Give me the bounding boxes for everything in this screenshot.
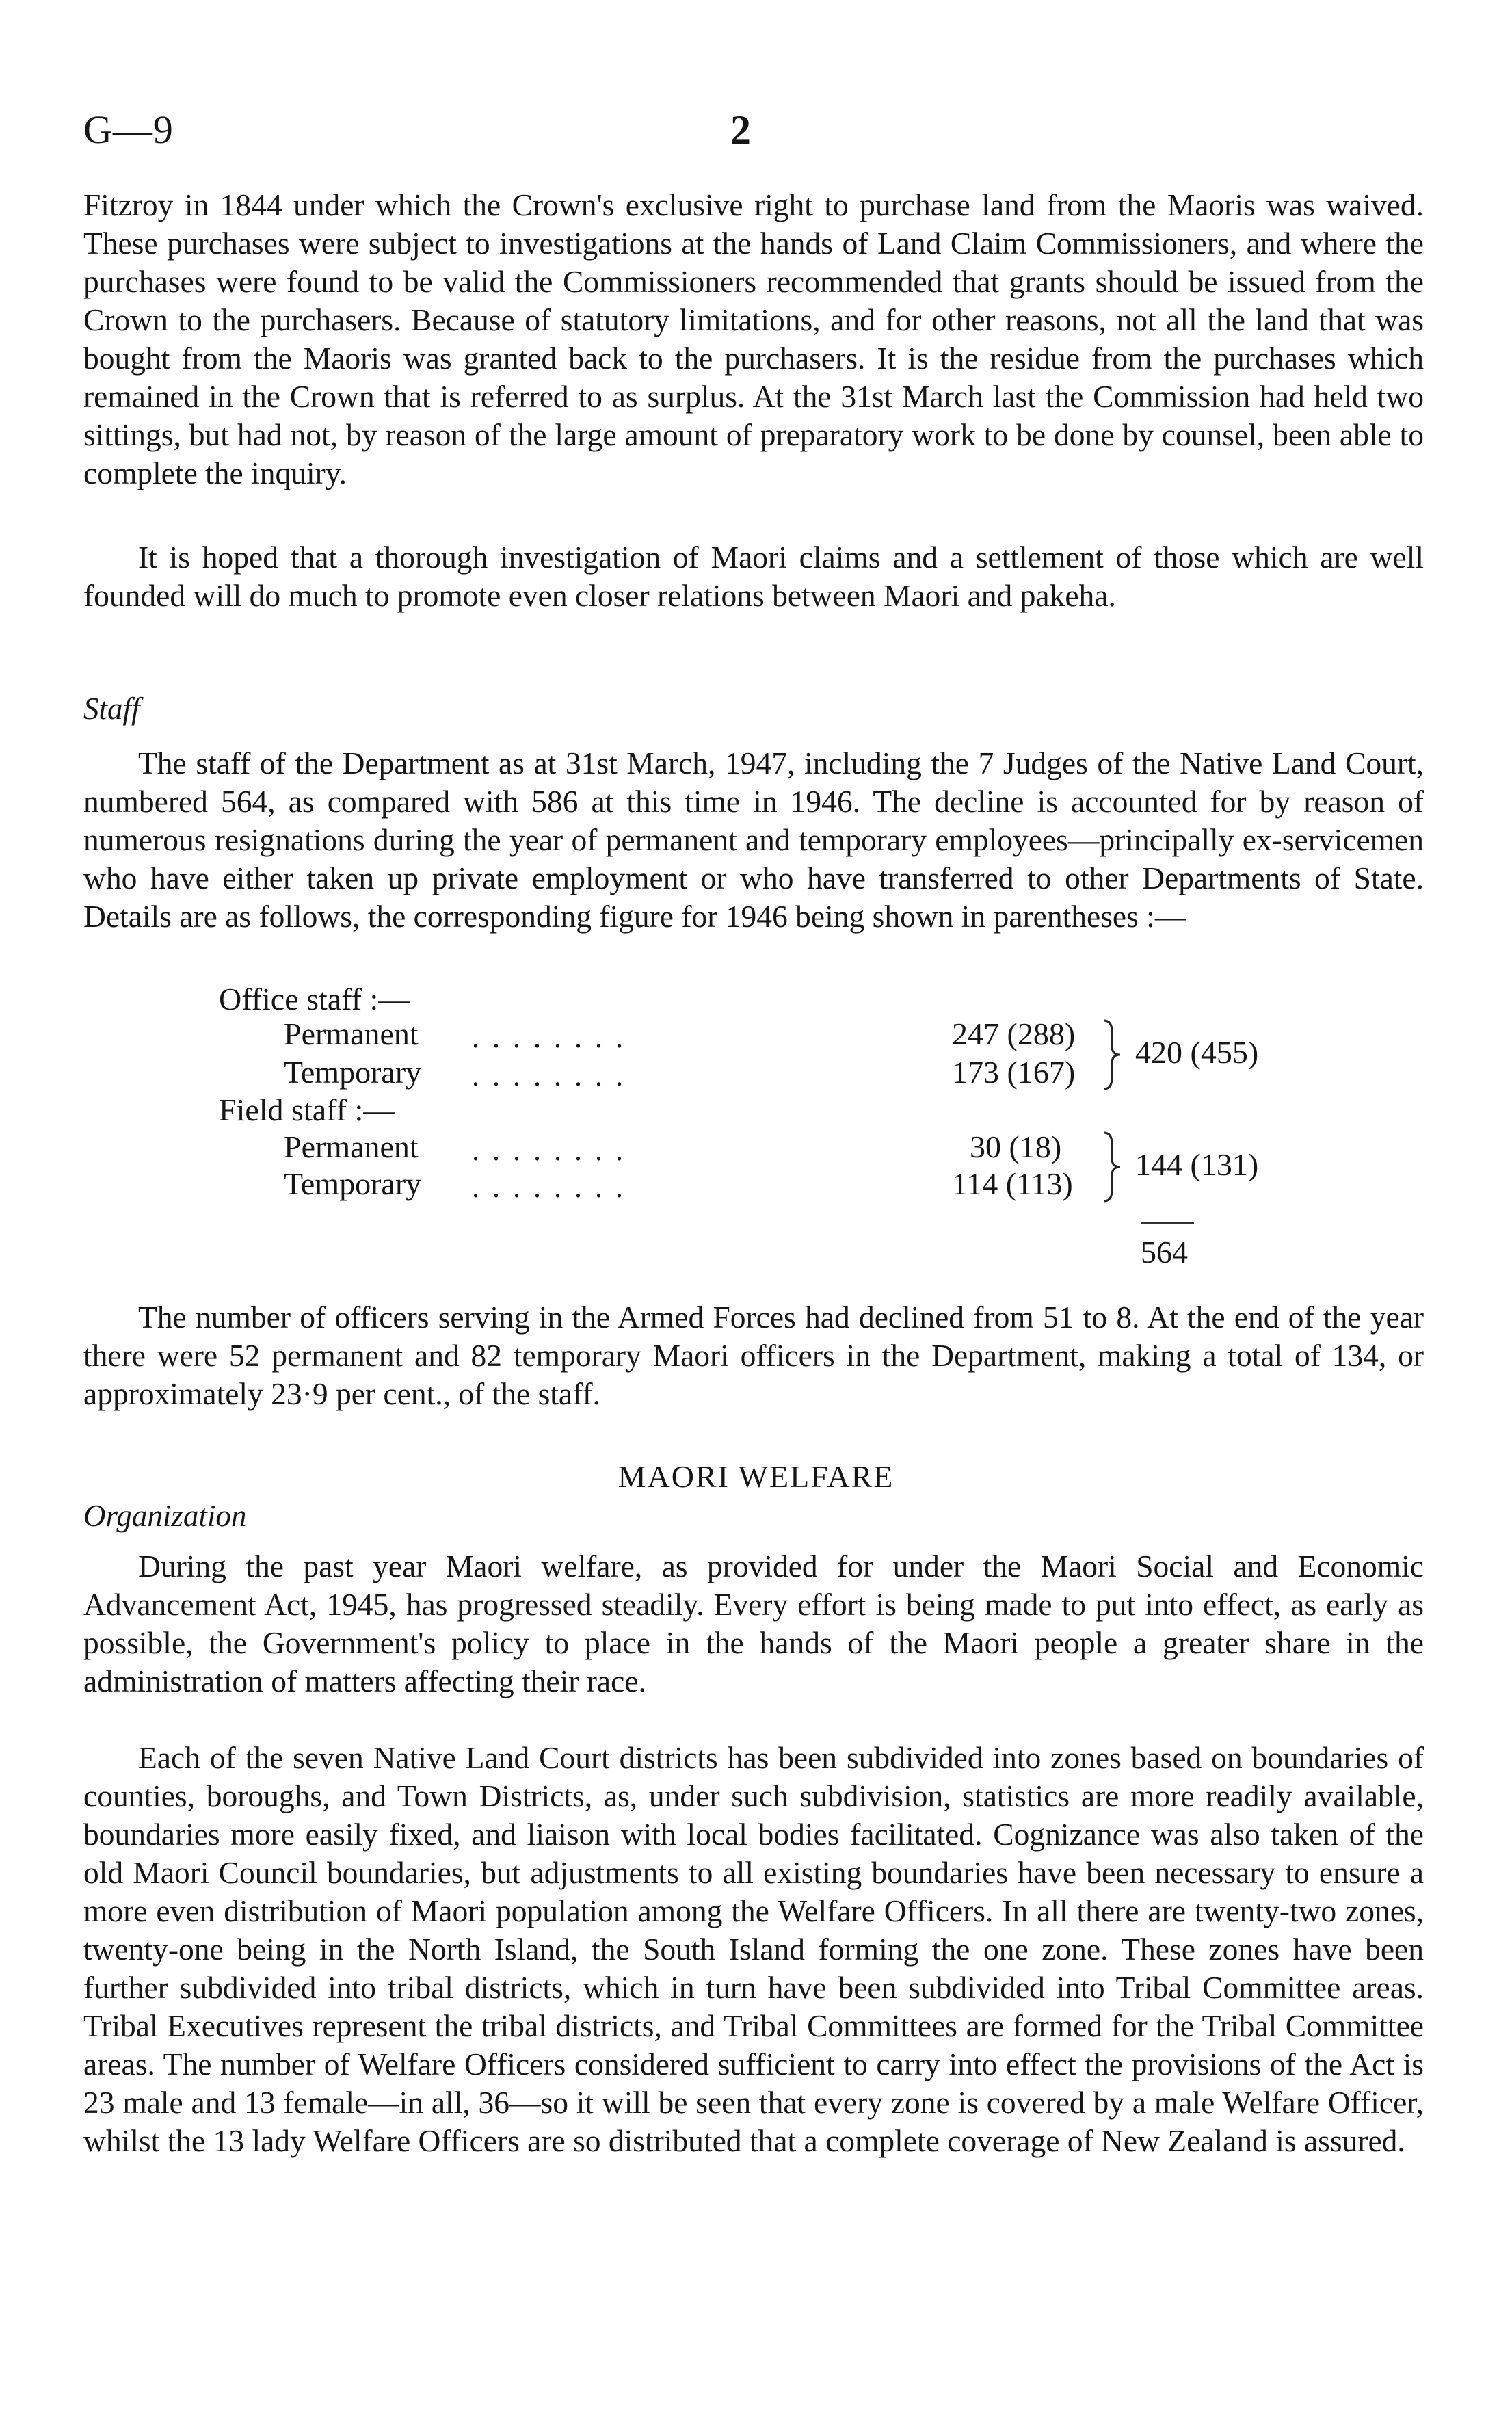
- field-permanent-label: Permanent: [284, 1129, 419, 1164]
- office-permanent-label: Permanent: [284, 1016, 419, 1051]
- paragraph-armed-forces: The number of officers serving in the Armed Forces had declined from 51 to 8. At the end of the year there were 52 permanent and 82 temporary Maori officers in the Department, making a total of 134, or approximately 23·9 per cent., of the staff.: [83, 1300, 1424, 1411]
- section-title-maori-welfare: MAORI WELFARE: [618, 1459, 894, 1494]
- paragraph-zones: Each of the seven Native Land Court districts has been subdivided into zones based on boundaries of counties, boroughs, and Town Districts, as, under such subdivision, statistics are more readily available, boundaries more easily fixed, and liaison with local bodies facilitated. Cognizance was also taken of the old Maori Council boundaries, but adjustments to all existing boundaries have been necessary to ensure a more even distribution of Maori population among the Welfare Officers. In all there are twenty-two zones, twenty-one being in the North Island, the South Island forming the one zone. These zones have been further subdivided into tribal districts, which in turn have been subdivided into Tribal Committee areas. Tribal Executives represent the tribal districts, and Tribal Committees are formed for the Tribal Committee areas. The number of Welfare Officers considered sufficient to carry into effect the provisions of the Act is 23 male and 13 female—in all, 36—so it will be seen that every zone is covered by a male Welfare Officer, whilst the 13 lady Welfare Officers are so distributed that a complete coverage of New Zealand is assured.: [83, 1740, 1424, 2158]
- field-subtotal: 144 (131): [1135, 1147, 1259, 1182]
- field-temporary-leader: . . . . . . . .: [472, 1170, 626, 1204]
- field-brace: [1102, 1131, 1122, 1203]
- office-temporary-label: Temporary: [284, 1055, 422, 1090]
- paragraph-maori-claims: It is hoped that a thorough investigation of Maori claims and a settlement of those which are well founded will do much to promote even closer relations between Maori and pakeha.: [83, 540, 1424, 613]
- field-temporary-label: Temporary: [284, 1166, 422, 1201]
- office-permanent-leader: . . . . . . . .: [472, 1021, 626, 1054]
- staff-total: 564: [1141, 1235, 1188, 1270]
- office-permanent-value: 247 (288): [952, 1016, 1076, 1051]
- total-rule: [1141, 1222, 1194, 1224]
- office-subtotal: 420 (455): [1135, 1035, 1259, 1070]
- paragraph-welfare-progress: During the past year Maori welfare, as provided for under the Maori Social and Economic Advancement Act, 1945, has progressed steadily. Every effort is being made to put into effect, as early as possible, the Government's policy to place in the hands of the Maori people a greater share in the administration of matters affecting their race.: [83, 1549, 1424, 1698]
- paragraph-surplus-lands: Fitzroy in 1844 under which the Crown's exclusive right to purchase land from the Maoris was waived. These purchases were subject to investigations at the hands of Land Claim Commissioners, and where the purchases were found to be valid the Commissioners recommended that grants should be issued from the Crown to the purchasers. Because of statutory limitations, and for other reasons, not all the land that was bought from the Maoris was granted back to the purchasers. It is the residue from the purchases which remained in the Crown that is referred to as surplus. At the 31st March last the Commission had held two sittings, but had not, by reason of the large amount of preparatory work to be done by counsel, been able to complete the inquiry.: [83, 187, 1424, 490]
- staff-heading: Staff: [83, 692, 140, 726]
- office-brace: [1102, 1019, 1122, 1090]
- office-temporary-leader: . . . . . . . .: [472, 1059, 626, 1092]
- field-temporary-value: 114 (113): [952, 1166, 1073, 1201]
- paragraph-staff: The staff of the Department as at 31st March, 1947, including the 7 Judges of the Native Land Court, numbered 564, as compared with 586 at this time in 1946. The decline is accounted for by reason of numerous resignations during the year of permanent and temporary employees—principally ex-servicemen who have either taken up private employment or who have transferred to other Departments of State. Details are as follows, the corresponding figure for 1946 being shown in parentheses :—: [83, 746, 1424, 934]
- document-reference: G—9: [83, 107, 174, 152]
- office-temporary-value: 173 (167): [952, 1055, 1076, 1090]
- organization-heading: Organization: [83, 1499, 247, 1533]
- field-staff-label: Field staff :—: [219, 1092, 395, 1127]
- page-number: 2: [730, 107, 751, 153]
- field-permanent-leader: . . . . . . . .: [472, 1133, 626, 1167]
- office-staff-label: Office staff :—: [219, 982, 410, 1016]
- field-permanent-value: 30 (18): [970, 1129, 1062, 1164]
